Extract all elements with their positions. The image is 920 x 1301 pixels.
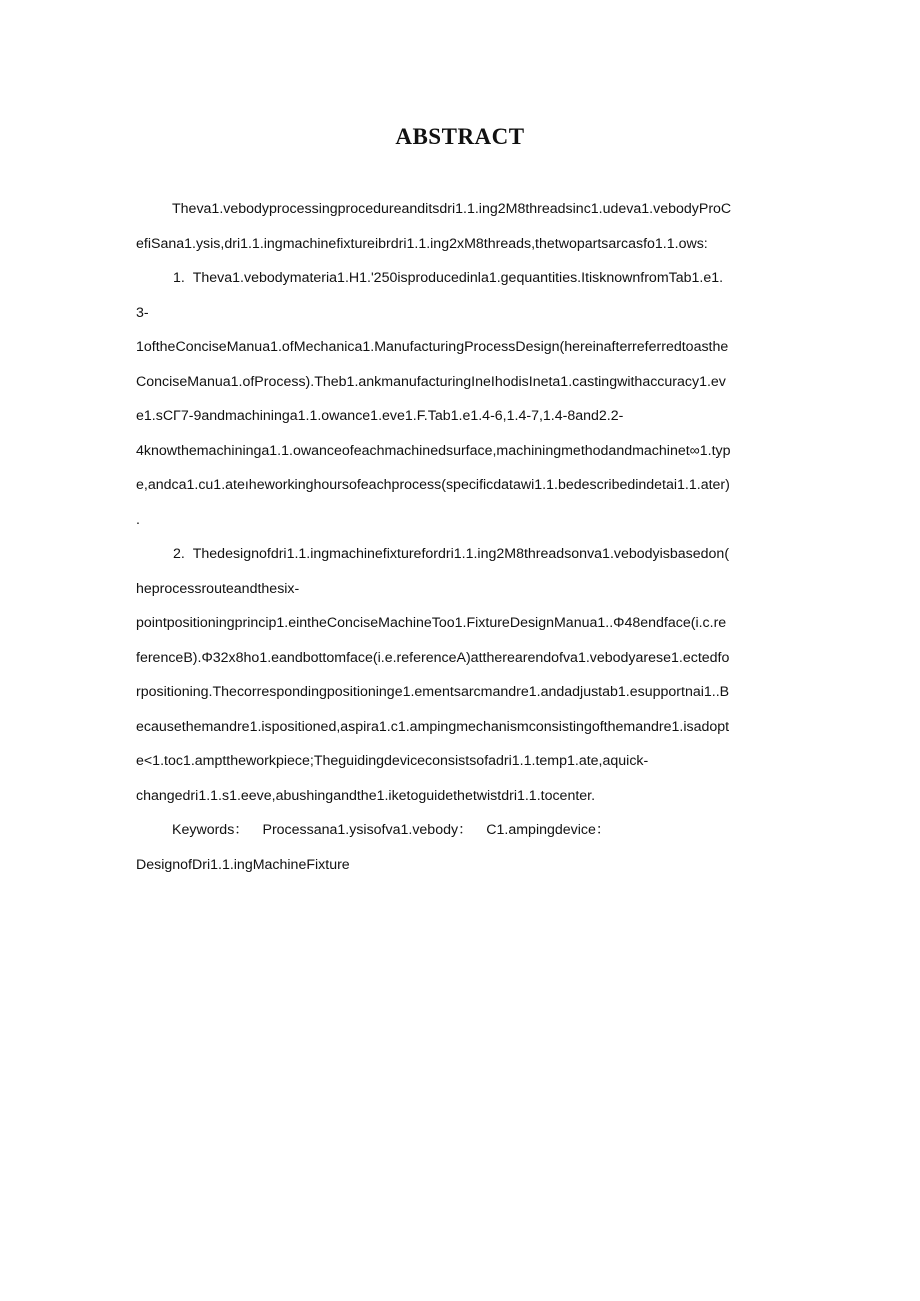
keyword-item: Processana1.ysisofva1.vebody：	[262, 822, 473, 838]
keywords-line	[136, 813, 788, 848]
item1-line: 1oftheConciseManua1.ofMechanica1.ManufacturingProcessDesign(hereinafterreferredtoasthe	[136, 339, 729, 355]
item2-line: heprocessrouteandthesix-	[136, 580, 300, 597]
intro-line: efiSana1.ysis,dri1.1.ingmachinefixtureibrdri1.1.ing2xM8threads,thetwopartsarcasfo1.1.ows:	[136, 235, 708, 252]
item2-line: e<1.toc1.ampttheworkpiece;Theguidingdeviceconsistsofadri1.1.temp1.ate,aquick-	[136, 753, 649, 769]
item1-line: Theva1.vebodymateria1.H1.'250isproducedinla1.gequantities.ItisknownfromTab1.e1.	[192, 270, 724, 286]
abstract-body	[136, 192, 788, 882]
item2-line: rpositioning.Thecorrespondingpositioninge1.ementsarcmandre1.andadjustab1.esupportnai1..B	[136, 684, 730, 700]
item1-line: .	[136, 511, 140, 528]
intro-line: Theva1.vebodyprocessingprocedureanditsdri1.1.ing2M8threadsinc1.udeva1.vebodyProC	[172, 201, 732, 217]
item1-line: 4knowthemachininga1.1.owanceofeachmachinedsurface,machiningmethodandmachinet∞1.typ	[136, 442, 731, 459]
abstract-title: ABSTRACT	[395, 124, 525, 149]
item2-line: changedri1.1.s1.eeve,abushingandthe1.iketoguidethetwistdri1.1.tocenter.	[136, 787, 596, 804]
item1-line: 3-	[136, 304, 149, 321]
keyword-item: C1.ampingdevice：	[486, 822, 611, 838]
keywords-label: Keywords：	[172, 822, 249, 838]
item2-line: Thedesignofdri1.1.ingmachinefixturefordri1.1.ing2M8threadsonva1.vebodyisbasedon(	[192, 546, 730, 562]
item1-line: e,andca1.cu1.ateıheworkinghoursofeachprocess(specificdatawi1.1.bedescribedindetai1.1.ater)	[136, 477, 730, 493]
item2-number: 2.	[173, 546, 185, 562]
item2-line: ecausethemandre1.ispositioned,aspira1.c1.ampingmechanismconsistingofthemandre1.isadopt	[136, 718, 730, 735]
item1-line: ConciseManua1.ofProcess).Theb1.ankmanufacturingIneIhodisIneta1.castingwithaccuracy1.ev	[136, 373, 726, 390]
item2-line: pointpositioningprincip1.eintheConciseMachineToo1.FixtureDesignManua1..Φ48endface(i.c.re	[136, 615, 727, 631]
item1-number: 1.	[173, 270, 185, 286]
item2-line: ferenceB).Φ32x8ho1.eandbottomface(i.e.referenceA)attherearendofva1.vebodyarese1.ectedfo	[136, 649, 730, 666]
item2-first-line	[136, 537, 788, 572]
item1-first-line	[136, 261, 788, 296]
item1-line: e1.sCΓ7-9andmachininga1.1.owance1.eve1.F.Tab1.e1.4-6,1.4-7,1.4-8and2.2-	[136, 408, 624, 424]
keyword-item: DesignofDri1.1.ingMachineFixture	[136, 856, 350, 873]
